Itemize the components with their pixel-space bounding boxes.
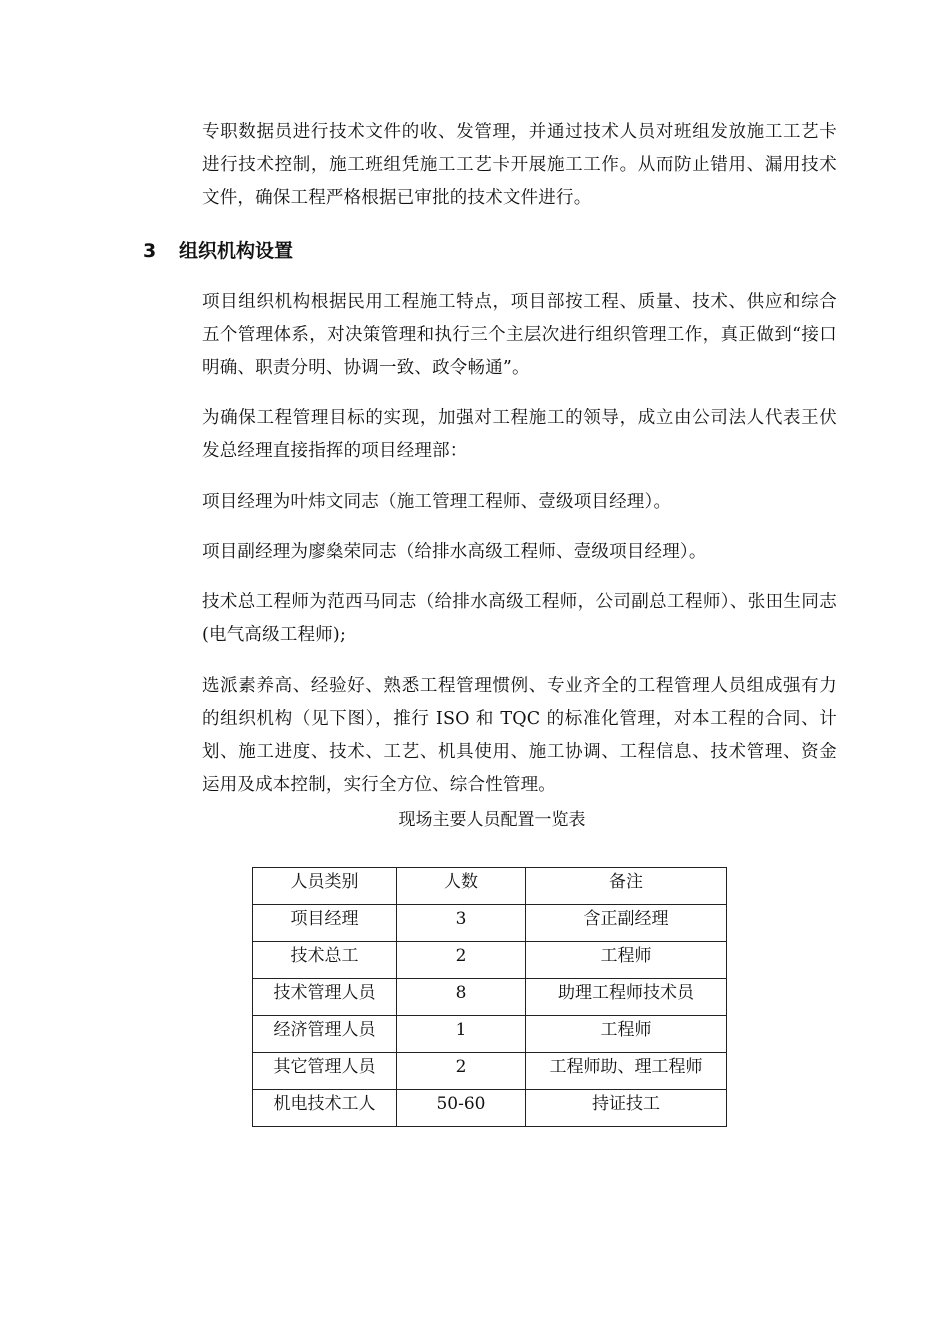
table-cell: 3 — [397, 905, 526, 942]
table-header-row — [253, 868, 727, 905]
table-cell: 50-60 — [397, 1090, 526, 1127]
table-header-cell: 人员类别 — [253, 868, 397, 905]
table-cell: 机电技术工人 — [253, 1090, 397, 1127]
table-cell: 经济管理人员 — [253, 1016, 397, 1053]
paragraph-technical-files: 专职数据员进行技术文件的收、发管理，并通过技术人员对班组发放施工工艺卡进行技术控制，施工班组凭施工工艺卡开展施工工作。从而防止错用、漏用技术文件，确保工程严格根据已审批的技术文件进行。 — [202, 122, 837, 208]
section-title: 组织机构设置 — [179, 240, 294, 262]
table-cell: 其它管理人员 — [253, 1053, 397, 1090]
paragraph-chief-engineer: 技术总工程师为范西马同志（给排水高级工程师，公司副总工程师）、张田生同志(电气高级工程师); — [202, 592, 837, 645]
table-cell: 工程师 — [526, 942, 727, 979]
paragraph-organization: 项目组织机构根据民用工程施工特点，项目部按工程、质量、技术、供应和综合五个管理体系，对决策管理和执行三个主层次进行组织管理工作，真正做到“接口明确、职责分明、协调一致、政令畅通”。 — [202, 292, 837, 378]
table-cell: 助理工程师技术员 — [526, 979, 727, 1016]
table-cell: 技术总工 — [253, 942, 397, 979]
table-cell: 项目经理 — [253, 905, 397, 942]
table-cell: 工程师助、理工程师 — [526, 1053, 727, 1090]
table-row — [253, 942, 727, 979]
table-row — [253, 1016, 727, 1053]
table-header-cell: 人数 — [397, 868, 526, 905]
paragraph-staff-selection: 选派素养高、经验好、熟悉工程管理惯例、专业齐全的工程管理人员组成强有力的组织机构（见下图），推行 ISO 和 TQC 的标准化管理，对本工程的合同、计划、施工进度、技术、工艺、机具使用、施工协调、工程信息、技术管理、资金运用及成本控制，实行全方位、综合性管理。 — [202, 676, 837, 795]
table-header-cell: 备注 — [526, 868, 727, 905]
table-row — [253, 1053, 727, 1090]
section-number: 3 — [143, 240, 157, 262]
table-cell: 技术管理人员 — [253, 979, 397, 1016]
table-caption: 现场主要人员配置一览表 — [398, 810, 586, 830]
paragraph-management-goal: 为确保工程管理目标的实现，加强对工程施工的领导，成立由公司法人代表王伏发总经理直接指挥的项目经理部： — [202, 408, 837, 461]
table-cell: 2 — [397, 1053, 526, 1090]
table-row — [253, 979, 727, 1016]
table-cell: 2 — [397, 942, 526, 979]
table-row — [253, 905, 727, 942]
table-cell: 8 — [397, 979, 526, 1016]
table-cell: 含正副经理 — [526, 905, 727, 942]
paragraph-deputy-manager: 项目副经理为廖燊荣同志（给排水高级工程师、壹级项目经理）。 — [202, 542, 707, 562]
paragraph-project-manager: 项目经理为叶炜文同志（施工管理工程师、壹级项目经理）。 — [202, 492, 672, 512]
table-cell: 1 — [397, 1016, 526, 1053]
table-row — [253, 1090, 727, 1127]
staff-table — [252, 867, 727, 1127]
table-cell: 工程师 — [526, 1016, 727, 1053]
table-cell: 持证技工 — [526, 1090, 727, 1127]
section-heading — [143, 236, 293, 266]
